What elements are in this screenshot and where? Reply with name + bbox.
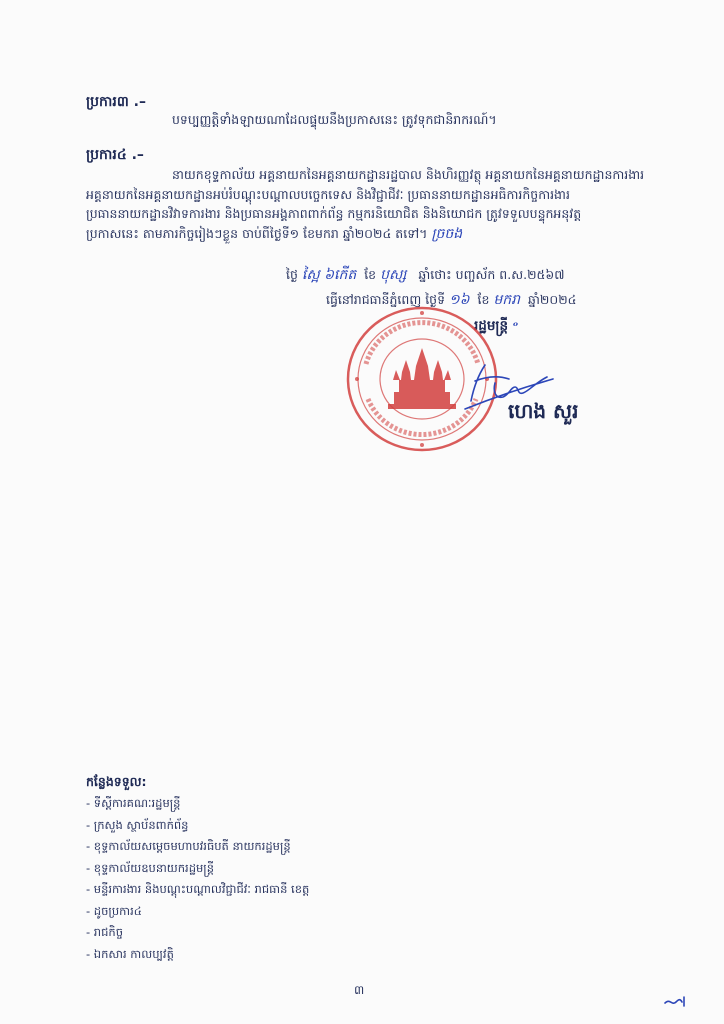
- article-4-line-1: នាយកខុទ្ទកាល័យ អគ្គនាយកនៃអគ្គនាយកដ្ឋានរដ្ឋបាល និងហិរញ្ញវត្ថុ អគ្គនាយកនៃអគ្គនាយកដ្ឋានការងារ: [172, 167, 645, 182]
- article-4-line-4: [86, 224, 646, 245]
- list-item: - រាជកិច្ច: [86, 925, 124, 939]
- lunar-month-prefix: ខែ: [364, 267, 377, 282]
- article-4-body: [86, 165, 646, 244]
- article-3-heading: ប្រការ៣ .–: [86, 94, 146, 110]
- list-item: - ឯកសារ កាលប្បវត្តិ: [86, 946, 174, 961]
- minister-name: ហេង សួរ: [508, 399, 579, 423]
- lunar-month-handwritten: បុស្ស: [380, 267, 407, 283]
- lunar-year: ឆ្នាំថោះ បញ្ចស័ក ព.ស.២៥៦៧: [418, 267, 565, 282]
- recipients-title: កន្លែងទទួល:: [86, 774, 147, 789]
- list-item: - ដូចប្រការ៤: [86, 903, 142, 918]
- lunar-day-handwritten: ស្អៃ ៦កើត: [301, 267, 357, 283]
- lunar-day-prefix: ថ្ងៃ: [286, 267, 298, 282]
- corner-mark-icon: [662, 994, 688, 1010]
- title-handwritten-mark: ᵒ: [512, 319, 519, 333]
- article-4-line-4-text: ប្រកាសនេះ តាមភារកិច្ចរៀងៗខ្លួន ចាប់ពីថ្ងៃទី១ ខែមករា ឆ្នាំ២០២៤ តទៅ។: [86, 225, 428, 241]
- list-item: - ខុទ្ទកាល័យសម្តេចមហាបវរធិបតី នាយករដ្ឋមន្ត្រី: [86, 839, 291, 853]
- solar-month-handwritten: មករា: [493, 292, 521, 308]
- article-4-line-3: ប្រធាននាយកដ្ឋានវិវាទការងារ និងប្រធានអង្គភាពពាក់ព័ន្ធ កម្មករនិយោជិត និងនិយោជក ត្រូវទទួលបន្ទុកអនុវត្ត: [86, 206, 582, 221]
- list-item: - មន្ទីរការងារ និងបណ្តុះបណ្តាលវិជ្ជាជីវៈ រាជធានី ខេត្ត: [86, 882, 310, 896]
- list-item: - ក្រសួង ស្ថាប័នពាក់ព័ន្ធ: [86, 817, 189, 832]
- article-4-heading: ប្រការ៤ .–: [86, 147, 144, 163]
- lunar-date-line: [286, 265, 565, 286]
- solar-day-handwritten: ១៦: [449, 292, 470, 308]
- list-item: - ទីស្តីការគណៈរដ្ឋមន្ត្រី: [86, 796, 181, 810]
- handwritten-initials: ច្រចង: [431, 225, 463, 242]
- solar-month-prefix: ខែ: [477, 292, 490, 307]
- minister-title-text: រដ្ឋមន្ត្រី: [474, 318, 509, 334]
- list-item: - ខុទ្ទកាល័យឧបនាយករដ្ឋមន្ត្រី: [86, 860, 215, 875]
- page-number: ៣: [354, 983, 365, 997]
- article-4-line-2: អគ្គនាយកនៃអគ្គនាយកដ្ឋានអប់រំបណ្តុះបណ្តាលបច្ចេកទេស និងវិជ្ជាជីវៈ ប្រធាននាយកដ្ឋានអធិការកិច្ចការងារ: [86, 186, 570, 202]
- recipients-list: [86, 796, 309, 968]
- place-date-prefix: ធ្វើនៅរាជធានីភ្នំពេញ ថ្ងៃទី: [326, 292, 446, 307]
- article-3-text: បទប្បញ្ញត្តិទាំងឡាយណាដែលផ្ទុយនឹងប្រកាសនេះ ត្រូវទុកជានិរាករណ៍។: [172, 112, 497, 127]
- solar-year: ឆ្នាំ២០២៤: [528, 292, 577, 307]
